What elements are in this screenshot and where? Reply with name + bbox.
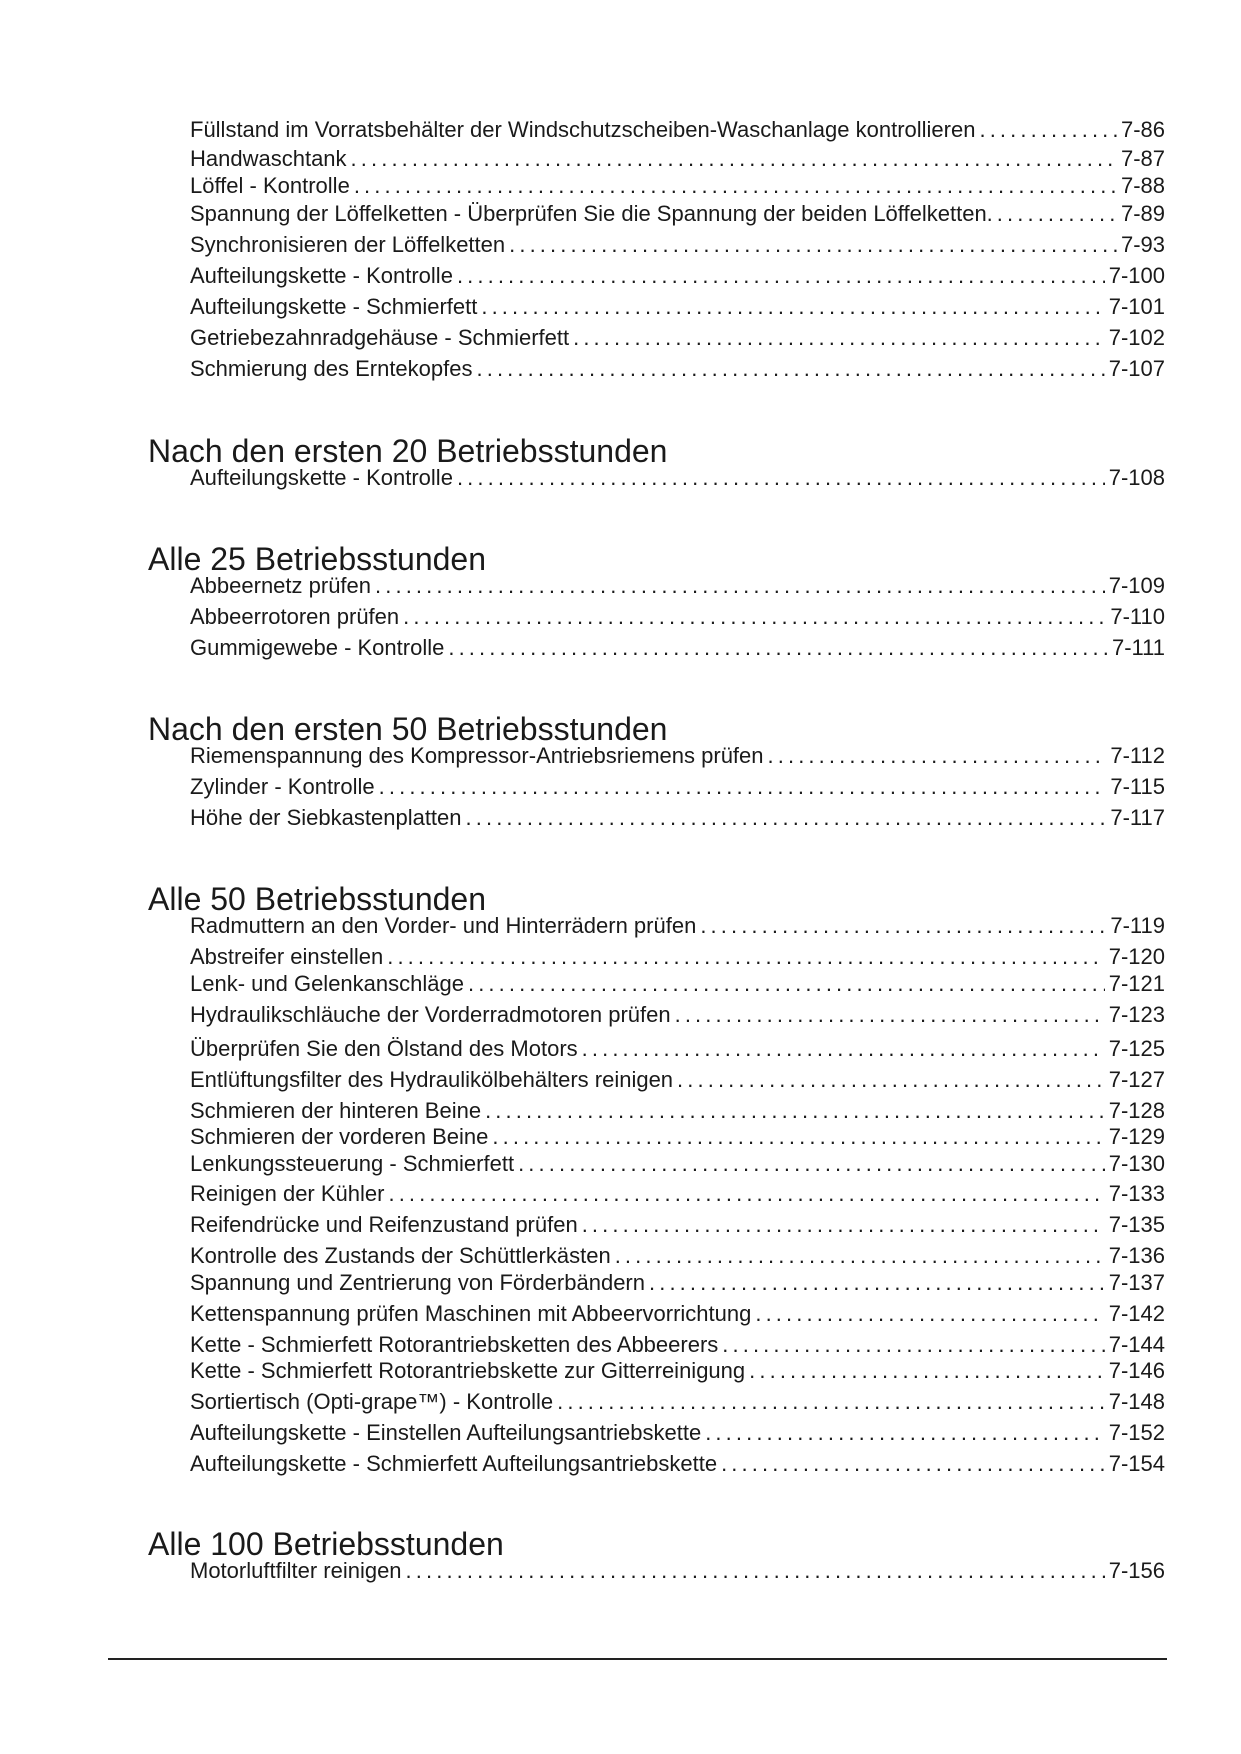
toc-entry-label: Schmieren der hinteren Beine: [190, 1098, 482, 1123]
toc-entry[interactable]: [190, 356, 1165, 382]
toc-entry-page: 7-101: [1108, 294, 1165, 319]
toc-entry-label: Kette - Schmierfett Rotorantriebsketten des Abbeerers: [190, 1332, 719, 1357]
toc-entry-label: Radmuttern an den Vorder- und Hinterrädern prüfen: [190, 913, 697, 938]
dot-leader: [721, 1451, 1105, 1477]
toc-entry-label: Spannung der Löffelketten - Überprüfen Sie die Spannung der beiden Löffelketten.: [190, 201, 993, 226]
toc-entry[interactable]: [190, 294, 1165, 320]
toc-entry[interactable]: [190, 1067, 1165, 1093]
dot-leader: [677, 1067, 1105, 1093]
dot-leader: [379, 774, 1107, 800]
dot-leader: [351, 146, 1117, 172]
toc-entry[interactable]: [190, 465, 1165, 491]
toc-entry-label: Hydraulikschläuche der Vorderradmotoren prüfen: [190, 1002, 671, 1027]
toc-entry[interactable]: [190, 774, 1165, 800]
toc-entry-page: 7-108: [1108, 465, 1165, 490]
toc-entry[interactable]: [190, 1002, 1165, 1028]
toc-entry-label: Lenkungssteuerung - Schmierfett: [190, 1151, 515, 1176]
section-heading: Alle 50 Betriebsstunden: [148, 881, 486, 917]
toc-entry[interactable]: [190, 1098, 1165, 1124]
dot-leader: [700, 913, 1106, 939]
toc-entry-page: 7-89: [1120, 201, 1165, 226]
toc-entry[interactable]: [190, 1420, 1165, 1446]
toc-entry-label: Füllstand im Vorratsbehälter der Windschutzscheiben-Waschanlage kontrollieren: [190, 117, 976, 142]
dot-leader: [457, 465, 1105, 491]
dot-leader: [573, 325, 1105, 351]
dot-leader: [375, 573, 1105, 599]
toc-entry-label: Sortiertisch (Opti-grape™) - Kontrolle: [190, 1389, 554, 1414]
toc-entry[interactable]: [190, 1332, 1165, 1358]
toc-entry-label: Löffel - Kontrolle: [190, 173, 350, 198]
toc-entry[interactable]: [190, 1389, 1165, 1415]
toc-entry-page: 7-112: [1110, 743, 1165, 768]
section-heading: Alle 100 Betriebsstunden: [148, 1526, 504, 1562]
toc-entry[interactable]: [190, 913, 1165, 939]
dot-leader: [722, 1332, 1104, 1358]
dot-leader: [557, 1389, 1105, 1415]
toc-entry[interactable]: [190, 263, 1165, 289]
toc-entry-page: 7-100: [1108, 263, 1165, 288]
toc-entry-page: 7-120: [1108, 944, 1165, 969]
toc-entry[interactable]: [190, 1301, 1165, 1327]
toc-entry[interactable]: [190, 1151, 1165, 1177]
toc-entry[interactable]: [190, 232, 1165, 258]
section-heading: Nach den ersten 50 Betriebsstunden: [148, 711, 668, 747]
footer-rule: [108, 1658, 1167, 1660]
toc-entry-label: Aufteilungskette - Schmierfett: [190, 294, 478, 319]
dot-leader: [615, 1243, 1105, 1269]
toc-entry[interactable]: [190, 1451, 1165, 1477]
toc-entry-page: 7-107: [1108, 356, 1165, 381]
toc-entry-page: 7-135: [1108, 1212, 1165, 1237]
toc-entry[interactable]: [190, 1036, 1165, 1062]
toc-entry-page: 7-88: [1120, 173, 1165, 198]
toc-entry-page: 7-87: [1120, 146, 1165, 171]
toc-entry-label: Zylinder - Kontrolle: [190, 774, 375, 799]
toc-entry-label: Reinigen der Kühler: [190, 1181, 385, 1206]
dot-leader: [979, 117, 1116, 143]
toc-entry[interactable]: [190, 1212, 1165, 1238]
toc-entry-label: Kontrolle des Zustands der Schüttlerkästen: [190, 1243, 611, 1268]
toc-entry-label: Entlüftungsfilter des Hydraulikölbehälters reinigen: [190, 1067, 674, 1092]
dot-leader: [477, 356, 1105, 382]
toc-entry-page: 7-93: [1120, 232, 1165, 257]
dot-leader: [466, 805, 1107, 831]
toc-entry-label: Handwaschtank: [190, 146, 347, 171]
dot-leader: [675, 1002, 1105, 1028]
toc-entry[interactable]: [190, 743, 1165, 769]
toc-entry[interactable]: [190, 1243, 1165, 1269]
toc-entry[interactable]: [190, 1181, 1165, 1207]
toc-entry-page: 7-142: [1108, 1301, 1165, 1326]
toc-entry-label: Aufteilungskette - Kontrolle: [190, 465, 453, 490]
toc-entry[interactable]: [190, 604, 1165, 630]
toc-entry-page: 7-110: [1110, 604, 1165, 629]
dot-leader: [403, 604, 1106, 630]
dot-leader: [755, 1301, 1104, 1327]
toc-entry-page: 7-86: [1120, 117, 1165, 142]
toc-entry-page: 7-133: [1108, 1181, 1165, 1206]
toc-entry-label: Schmieren der vorderen Beine: [190, 1124, 489, 1149]
toc-entry[interactable]: [190, 971, 1165, 997]
toc-entry[interactable]: [190, 944, 1165, 970]
toc-entry-page: 7-146: [1108, 1358, 1165, 1383]
toc-entry-label: Reifendrücke und Reifenzustand prüfen: [190, 1212, 578, 1237]
toc-entry-page: 7-125: [1108, 1036, 1165, 1061]
section-heading: Alle 25 Betriebsstunden: [148, 541, 486, 577]
dot-leader: [705, 1420, 1105, 1446]
toc-entry-page: 7-119: [1110, 913, 1165, 938]
toc-entry-label: Gummigewebe - Kontrolle: [190, 635, 445, 660]
dot-leader: [354, 173, 1117, 199]
dot-leader: [582, 1212, 1105, 1238]
toc-entry-label: Abbeernetz prüfen: [190, 573, 372, 598]
toc-entry-label: Schmierung des Erntekopfes: [190, 356, 473, 381]
toc-entry-label: Abstreifer einstellen: [190, 944, 384, 969]
toc-entry[interactable]: [190, 117, 1165, 143]
toc-entry-page: 7-129: [1108, 1124, 1165, 1149]
toc-entry-page: 7-152: [1108, 1420, 1165, 1445]
toc-entry[interactable]: [190, 1558, 1165, 1584]
toc-entry-label: Getriebezahnradgehäuse - Schmierfett: [190, 325, 570, 350]
dot-leader: [997, 201, 1117, 227]
dot-leader: [492, 1124, 1104, 1150]
toc-entry[interactable]: [190, 201, 1165, 227]
toc-entry-label: Kettenspannung prüfen Maschinen mit Abbeervorrichtung: [190, 1301, 752, 1326]
dot-leader: [406, 1558, 1105, 1584]
section-heading: Nach den ersten 20 Betriebsstunden: [148, 433, 668, 469]
toc-entry[interactable]: [190, 1124, 1165, 1150]
toc-entry-label: Spannung und Zentrierung von Förderbändern: [190, 1270, 645, 1295]
toc-entry-page: 7-156: [1108, 1558, 1165, 1583]
toc-entry-page: 7-137: [1108, 1270, 1165, 1295]
toc-entry-page: 7-128: [1108, 1098, 1165, 1123]
toc-entry[interactable]: [190, 573, 1165, 599]
toc-entry-page: 7-115: [1110, 774, 1165, 799]
dot-leader: [457, 263, 1105, 289]
dot-leader: [468, 971, 1105, 997]
toc-entry-page: 7-148: [1108, 1389, 1165, 1414]
toc-entry-page: 7-127: [1108, 1067, 1165, 1092]
toc-entry-label: Synchronisieren der Löffelketten: [190, 232, 506, 257]
dot-leader: [481, 294, 1104, 320]
dot-leader: [649, 1270, 1105, 1296]
toc-entry-label: Motorluftfilter reinigen: [190, 1558, 402, 1583]
toc-entry[interactable]: [190, 805, 1165, 831]
toc-entry-page: 7-154: [1108, 1451, 1165, 1476]
toc-entry[interactable]: [190, 635, 1165, 661]
toc-entry-label: Aufteilungskette - Einstellen Aufteilungsantriebskette: [190, 1420, 702, 1445]
dot-leader: [518, 1151, 1105, 1177]
toc-entry-page: 7-111: [1111, 635, 1165, 660]
toc-entry[interactable]: [190, 1358, 1165, 1384]
toc-entry-label: Lenk- und Gelenkanschläge: [190, 971, 464, 996]
toc-entry-label: Höhe der Siebkastenplatten: [190, 805, 462, 830]
toc-entry-label: Abbeerrotoren prüfen: [190, 604, 400, 629]
dot-leader: [485, 1098, 1105, 1124]
toc-entry-page: 7-136: [1108, 1243, 1165, 1268]
dot-leader: [448, 635, 1108, 661]
toc-entry-label: Aufteilungskette - Schmierfett Aufteilungsantriebskette: [190, 1451, 718, 1476]
toc-entry[interactable]: [190, 173, 1165, 199]
toc-entry[interactable]: [190, 1270, 1165, 1296]
toc-entry-label: Riemenspannung des Kompressor-Antriebsriemens prüfen: [190, 743, 764, 768]
toc-entry-page: 7-144: [1108, 1332, 1165, 1357]
toc-entry-label: Überprüfen Sie den Ölstand des Motors: [190, 1036, 578, 1061]
dot-leader: [582, 1036, 1105, 1062]
dot-leader: [388, 1181, 1104, 1207]
dot-leader: [768, 743, 1107, 769]
toc-entry-page: 7-121: [1108, 971, 1165, 996]
dot-leader: [387, 944, 1105, 970]
dot-leader: [509, 232, 1117, 258]
toc-entry-page: 7-102: [1108, 325, 1165, 350]
toc-entry-page: 7-123: [1108, 1002, 1165, 1027]
toc-entry-label: Aufteilungskette - Kontrolle: [190, 263, 453, 288]
toc-entry[interactable]: [190, 325, 1165, 351]
toc-entry-label: Kette - Schmierfett Rotorantriebskette zur Gitterreinigung: [190, 1358, 746, 1383]
toc-entry-page: 7-117: [1110, 805, 1165, 830]
dot-leader: [749, 1358, 1105, 1384]
toc-entry[interactable]: [190, 146, 1165, 172]
toc-entry-page: 7-130: [1108, 1151, 1165, 1176]
toc-entry-page: 7-109: [1108, 573, 1165, 598]
